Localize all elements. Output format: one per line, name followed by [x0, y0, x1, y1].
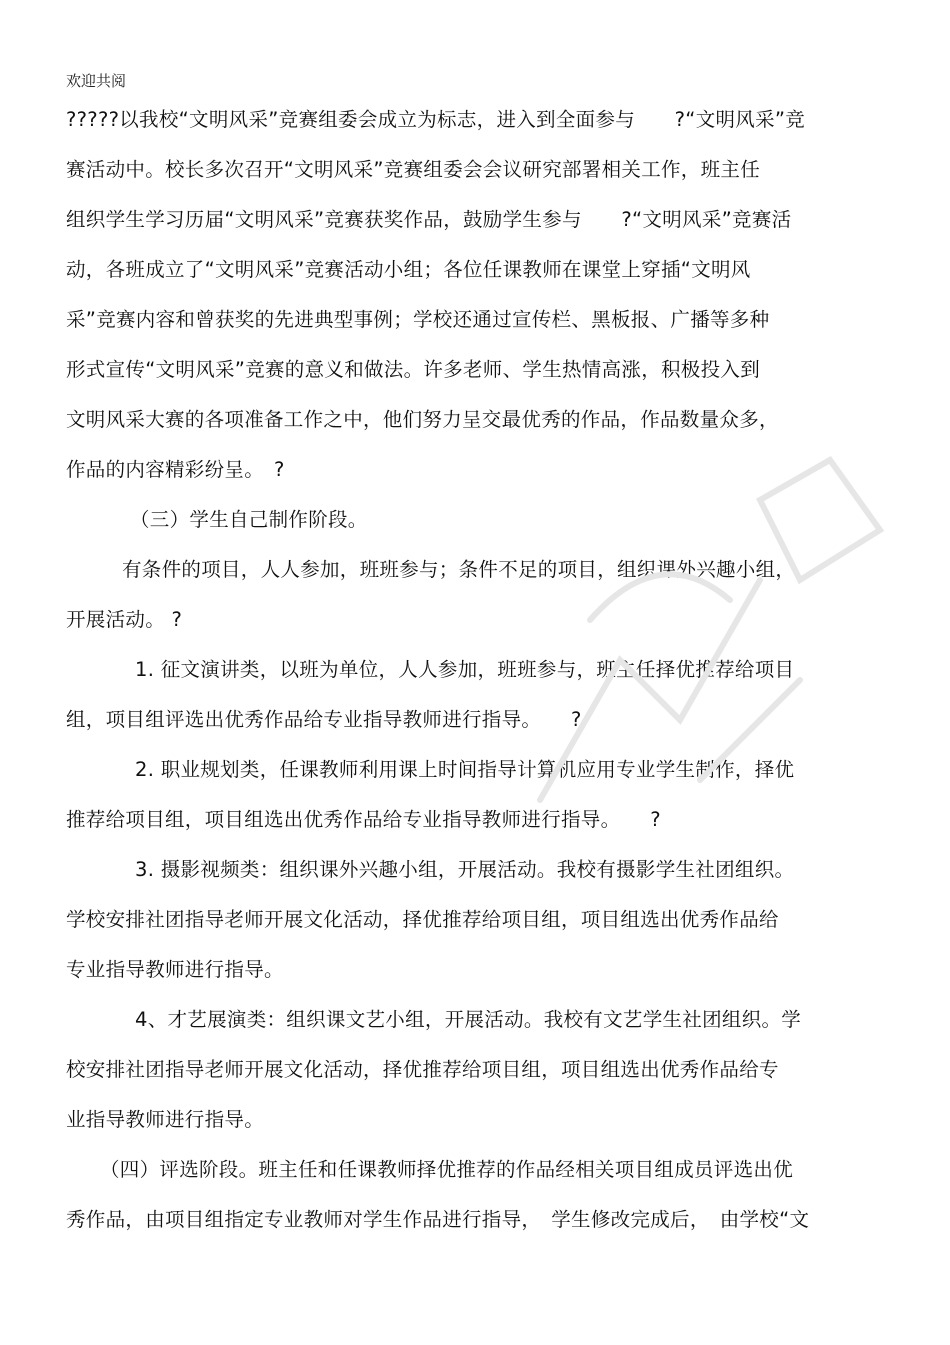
text-line: 学校安排社团指导老师开展文化活动，择优推荐给项目组，项目组选出优秀作品给 [66, 908, 779, 931]
text-line: 秀作品，由项目组指定专业教师对学生作品进行指导， 学生修改完成后， 由学校“文 [66, 1208, 810, 1231]
text-line: 动，各班成立了“文明风采”竞赛活动小组；各位任课教师在课堂上穿插“文明风 [66, 258, 751, 281]
list-item: 1. 征文演讲类，以班为单位，人人参加，班班参与，班主任择优推荐给项目 [135, 658, 795, 681]
section-heading: （三）学生自己制作阶段。 [130, 508, 368, 531]
text-line: 作品的内容精彩纷呈。 ? [66, 458, 285, 481]
section-heading: （四）评选阶段。班主任和任课教师择优推荐的作品经相关项目组成员评选出优 [100, 1158, 794, 1181]
text-line: 赛活动中。校长多次召开“文明风采”竞赛组委会会议研究部署相关工作，班主任 [66, 158, 761, 181]
text-line: 推荐给项目组，项目组选出优秀作品给专业指导教师进行指导。 ? [66, 808, 661, 831]
text-line: 形式宣传“文明风采”竞赛的意义和做法。许多老师、学生热情高涨，积极投入到 [66, 358, 761, 381]
text-line: 业指导教师进行指导。 [66, 1108, 265, 1131]
list-item: 4、才艺展演类：组织课文艺小组，开展活动。我校有文艺学生社团组织。学 [135, 1008, 802, 1031]
text-line: 有条件的项目，人人参加，班班参与；条件不足的项目，组织课外兴趣小组， [122, 558, 796, 581]
text-line: 校安排社团指导老师开展文化活动，择优推荐给项目组，项目组选出优秀作品给专 [66, 1058, 779, 1081]
list-item: 3. 摄影视频类：组织课外兴趣小组，开展活动。我校有摄影学生社团组织。 [135, 858, 795, 881]
text-line: 组，项目组评选出优秀作品给专业指导教师进行指导。 ? [66, 708, 582, 731]
text-line: ?????以我校“文明风采”竞赛组委会成立为标志，进入到全面参与 ?“文明风采”竞 [66, 108, 806, 131]
page-header: 欢迎共阅 [66, 72, 127, 90]
text-line: 采”竞赛内容和曾获奖的先进典型事例；学校还通过宣传栏、黑板报、广播等多种 [66, 308, 770, 331]
text-line: 开展活动。 ? [66, 608, 183, 631]
text-line: 文明风采大赛的各项准备工作之中，他们努力呈交最优秀的作品，作品数量众多， [66, 408, 779, 431]
list-item: 2. 职业规划类，任课教师利用课上时间指导计算机应用专业学生制作，择优 [135, 758, 795, 781]
text-line: 专业指导教师进行指导。 [66, 958, 284, 981]
text-line: 组织学生学习历届“文明风采”竞赛获奖作品，鼓励学生参与 ?“文明风采”竞赛活 [66, 208, 792, 231]
